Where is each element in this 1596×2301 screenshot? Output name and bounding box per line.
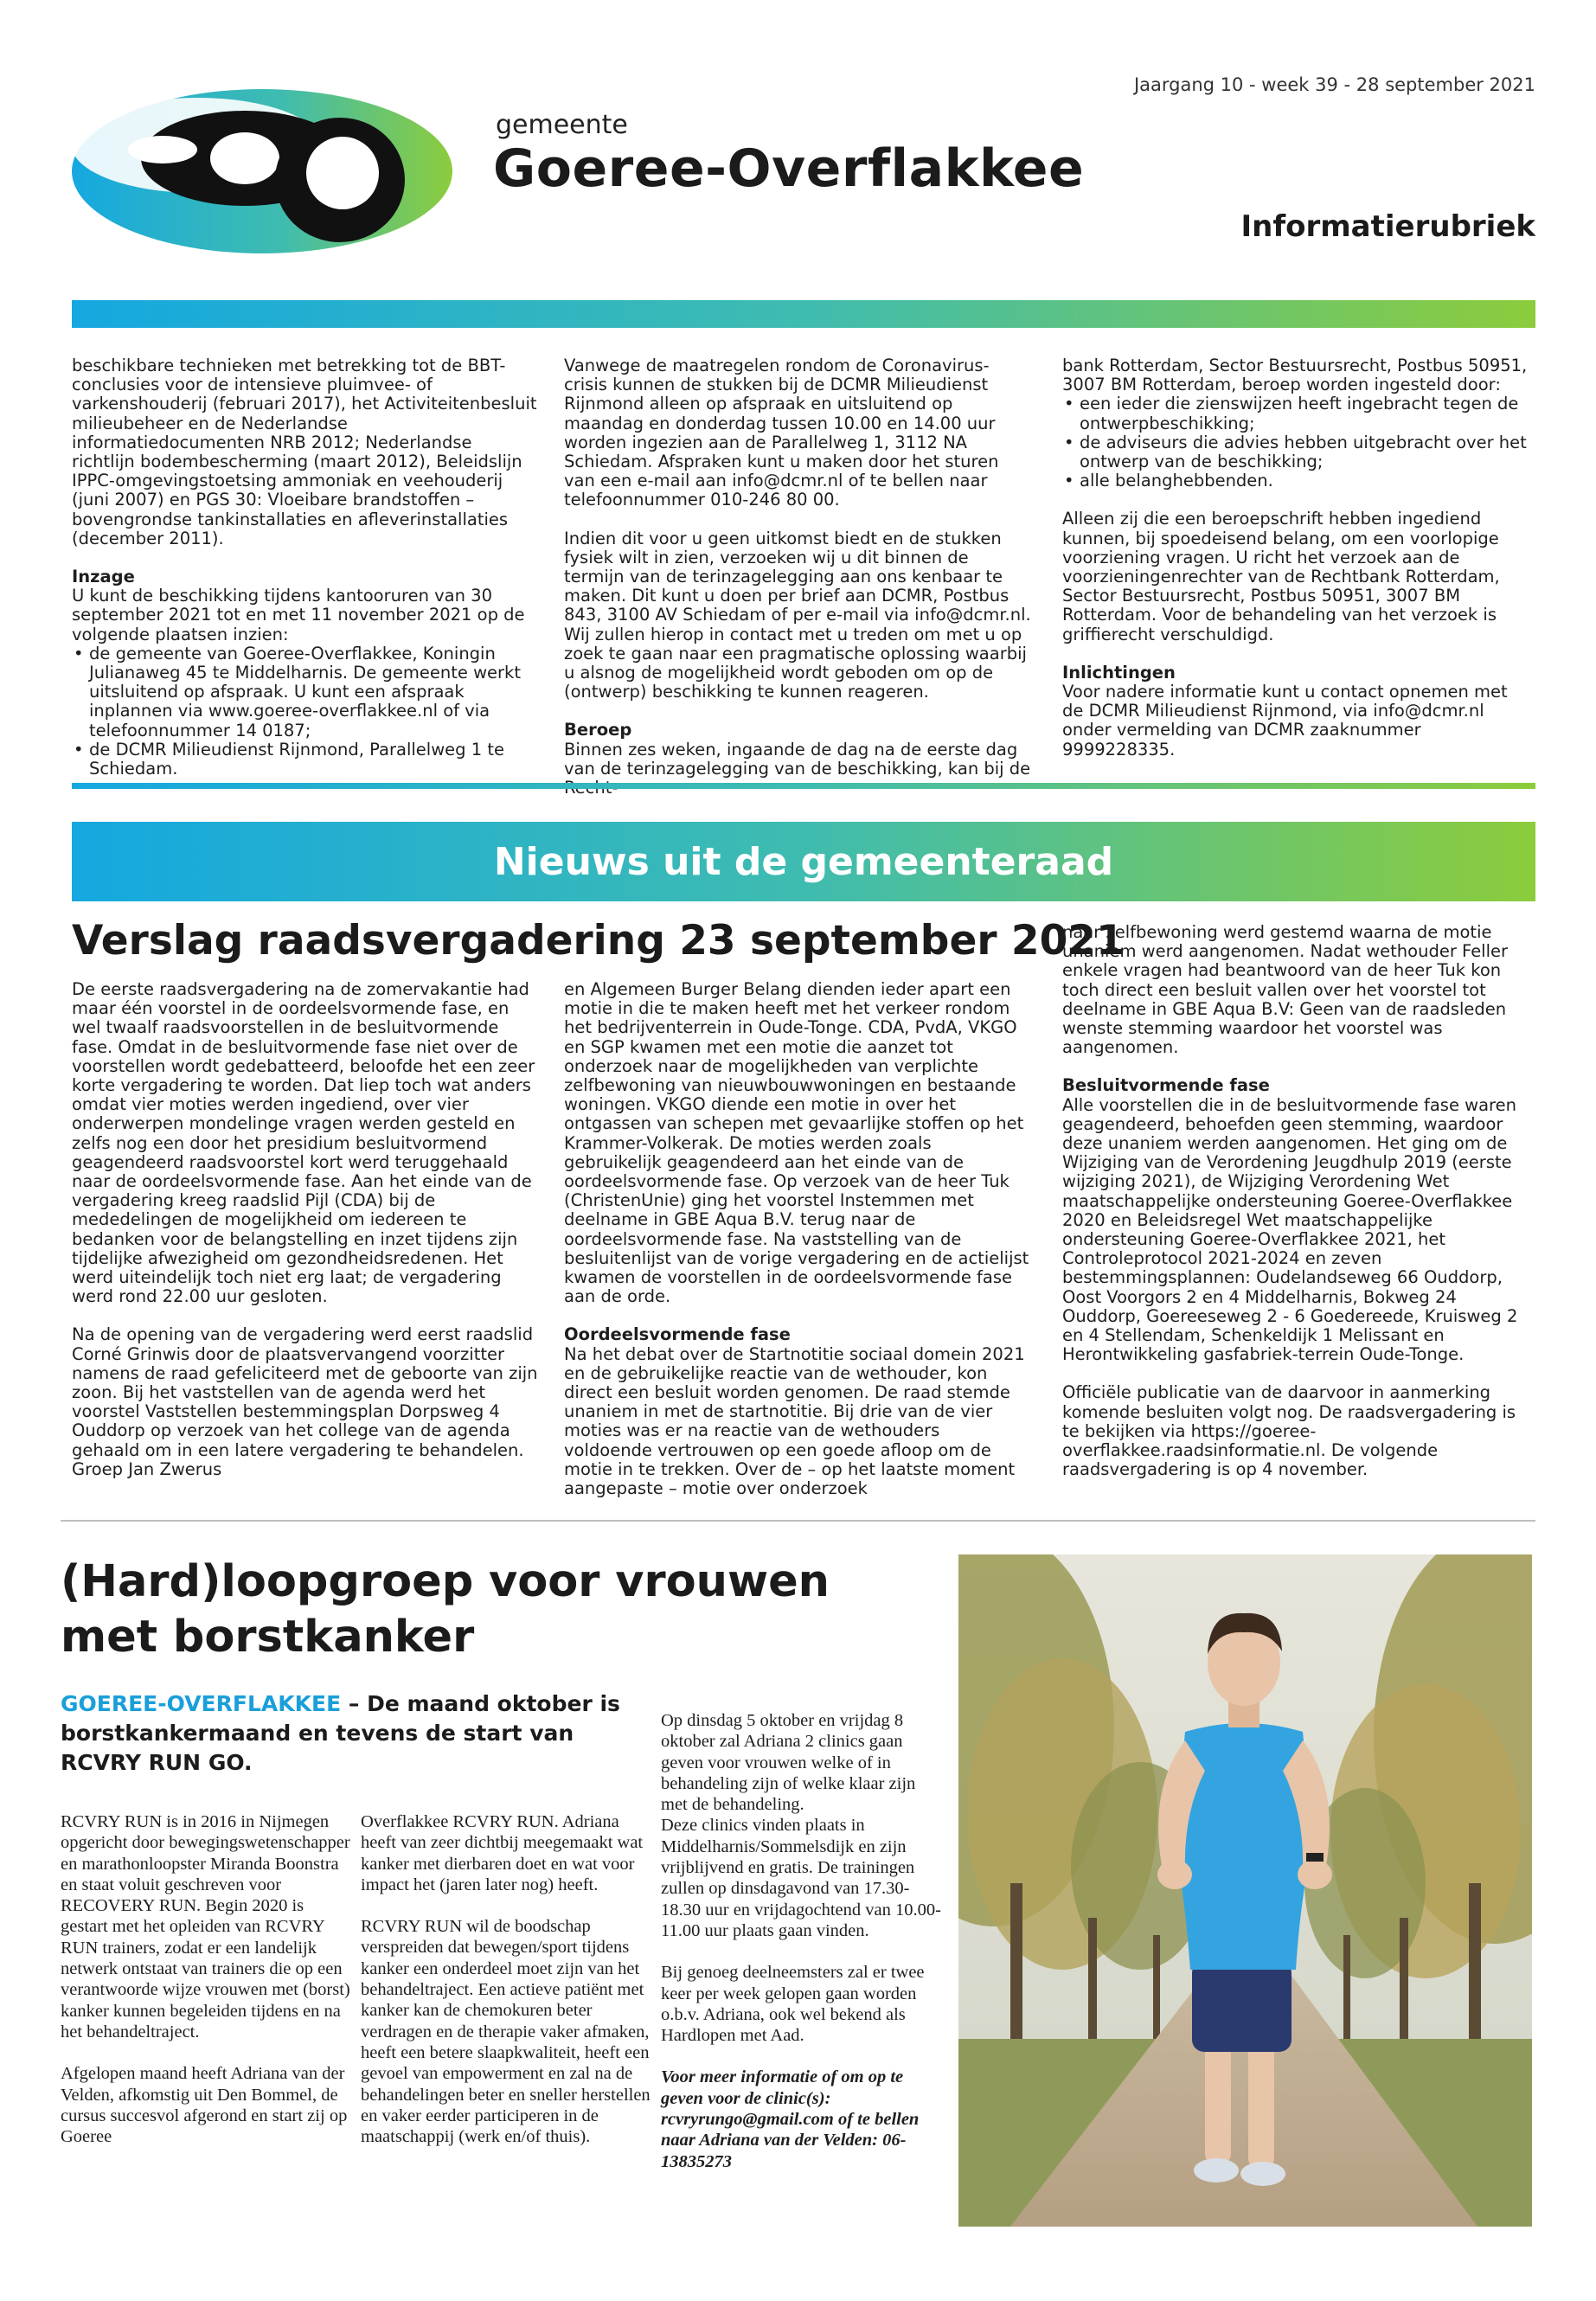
list-item: • alle belanghebbenden. [1062,471,1529,490]
notice-column-1 [72,356,539,779]
lead-text: – De maand oktober is borstkankermaand en tevens de start van RCVRY RUN GO. [61,1691,620,1775]
report-column-1 [72,980,539,1479]
paragraph: Na de opening van de vergadering werd eerst raadslid Corné Grinwis door de plaatsvervangend voorzitter namens de raad gefeliciteerd met de geboorte van zijn zoon. Bij het vaststellen van de agenda werd het voorstel Vaststellen bestemmingsplan Dorpsweg 4 Ouddorp op verzoek van het college van de agenda gehaald om in een latere vergadering te behandelen. Groep Jan Zwerus [72,1324,538,1479]
inzage-list [72,644,539,779]
paragraph: Op dinsdag 5 oktober en vrijdag 8 oktober zal Adriana 2 clinics gaan geven voor vrouwen welke of in behandeling zijn of welke klaar zijn met de behandeling. [661,1711,916,1815]
edition-line: Jaargang 10 - week 39 - 28 september 2021 [1133,74,1535,95]
oordeelsvormende-heading: Oordeelsvormende fase [564,1324,791,1345]
contact-info: Voor meer informatie of om op te geven voor de clinic(s): rcvryrungo@gmail.com of te bellen naar Adriana van der Velden: 06-13835273 [661,2067,920,2171]
notice-intro: beschikbare technieken met betrekking tot de BBT-conclusies voor de intensieve pluimvee- of varkenshouderij (februari 2017), het Activiteitenbesluit milieubeheer en de Nederlandse informatiedocumenten NRB 2012; Nederlandse richtlijn bodembescherming (maart 2012), Beleidslijn IPPC-omgevingstoetsing ammoniak en veehouderij (juni 2007) en PGS 30: Vloeibare brandstoffen – bovengrondse tankinstallaties en afleverinstallaties (december 2011). [72,356,537,548]
list-item: • een ieder die zienswijzen heeft ingebracht tegen de ontwerpbeschikking; [1062,394,1529,433]
paragraph: RCVRY RUN is in 2016 in Nijmegen opgericht door bewegingswetenschapper en marathonloopster Miranda Boonstra en staat voluit geschreven voor RECOVERY RUN. Begin 2020 is gestart met het opleiden van RCVRY RUN trainers, zodat er een landelijk netwerk ontstaat van trainers die op een verantwoorde wijze vrouwen met (borst) kanker kunnen begeleiden tijdens en na het behandeltraject. [61,1812,350,2041]
rubric-title: Informatierubriek [1240,209,1535,244]
article-column-3 [661,1710,946,2172]
article-column-2 [361,1811,655,2147]
paragraph: RCVRY RUN wil de boodschap verspreiden dat bewegen/sport tijdens kanker een onderdeel moet zijn van het behandeltraject. Een actieve patiënt met kanker kan de chemokuren beter verdragen en de therapie vaker afmaken, heeft een betere slaapkwaliteit, heeft een gevoel van empowerment en zal na de behandelingen beter en sneller herstellen en vaker eerder participeren in de maatschappij (werk en/of thuis). [361,1917,651,2147]
report-column-2 [564,980,1031,1498]
inlichtingen-heading: Inlichtingen [1062,662,1176,683]
list-item: • de adviseurs die advies hebben uitgebracht over het ontwerp van de beschikking; [1062,433,1529,471]
notice-column-3 [1062,356,1529,760]
runner-photo [958,1554,1532,2227]
paragraph: Overflakkee RCVRY RUN. Adriana heeft van zeer dichtbij meegemaakt wat kanker met dierbaren doet en wat voor impact het (jaren later nog) heeft. [361,1812,644,1894]
paragraph: Vanwege de maatregelen rondom de Coronavirus-crisis kunnen de stukken bij de DCMR Milieudienst Rijnmond alleen op afspraak en uitsluitend op maandag en donderdag tussen 10.00 en 14.00 uur worden ingezien aan de Parallelweg 1, 3112 NA Schiedam. Afspraken kunt u maken door het sturen van een e-mail aan info@dcmr.nl of te bellen naar telefoonnummer 010-246 80 00. [564,356,999,510]
beroep-text: Binnen zes weken, ingaande de dag na de eerste dag van de terinzagelegging van de beschikking, kan bij de [564,739,1031,779]
municipality-logo [67,76,457,262]
beroep-list [1062,394,1529,490]
article-title: (Hard)loopgroep voor vrouwen met borstkanker [61,1556,830,1663]
header-gradient-bar [72,300,1535,328]
divider-gradient-bar [72,783,1535,789]
section-title: Nieuws uit de gemeenteraad [493,839,1114,884]
notice-column-2 [564,356,1031,798]
beroep-heading: Beroep [564,720,632,740]
paragraph: Bij genoeg deelneemsters zal er twee keer per week gelopen gaan worden o.b.v. Adriana, ook wel bekend als Hardlopen met Aad. [661,1963,925,2046]
brand-small-text: gemeente [496,110,628,140]
paragraph: Deze clinics vinden plaats in Middelharnis/Sommelsdijk en zijn vrijblijvend en gratis. De trainingen zullen op dinsdagavond van 17.30-18.30 uur en vrijdagochtend van 10.00-11.00 uur plaats gaan vinden. [661,1816,941,1940]
paragraph: naar zelfbewoning werd gestemd waarna de motie unaniem werd aangenomen. Nadat wethouder Feller enkele vragen had beantwoord van de heer Tuk kon toch direct een besluit vallen over het voorstel tot deelname in GBE Aqua B.V: Geen van de raadsleden wenste stemming waardoor het voorstel was aangenomen. [1062,922,1509,1058]
besluitvormende-heading: Besluitvormende fase [1062,1075,1270,1096]
paragraph: Afgelopen maand heeft Adriana van der Velden, afkomstig uit Den Bommel, de cursus succesvol afgerond en start zij op Goeree [61,2064,348,2147]
paragraph: Alle voorstellen die in de besluitvormende fase waren geagendeerd, behoefden geen stemming, waardoor deze unaniem werden aangenomen. Het ging om de Wijziging van de Verordening Jeugdhulp 2019 (eerste wijziging 2021), de Wijziging Verordening Wet maatschappelijke ondersteuning Goeree-Overflakkee 2020 en Beleidsregel Wet maatschappelijke ondersteuning Goeree-Overflakkee 2021, het Controleprotocol 2021-2024 en zeven bestemmingsplannen: Oudelandseweg 66 Ouddorp, Oost Voorgors 2 en 4 Middelharnis, Bokweg 24 Ouddorp, Goereeseweg 2 - 6 Goedereede, Kruisweg 2 en 4 Stellendam, Schenkeldijk 1 Melissant en Herontwikkeling gasfabriek-terrein Oude-Tonge. [1062,1094,1518,1365]
inlichtingen-text: Voor nadere informatie kunt u contact opnemen met de DCMR Milieudienst Rijnmond, via info@dcmr.nl onder vermelding van DCMR zaaknummer 9999228335. [1062,682,1508,760]
article-divider [61,1520,1535,1522]
list-item: • de gemeente van Goeree-Overflakkee, Koningin Julianaweg 45 te Middelharnis. De gemeente werkt uitsluitend op afspraak. U kunt een afspraak inplannen via www.goeree-overflakkee.nl of via telefoonnummer 14 0187; [72,644,539,740]
paragraph: bank Rotterdam, Sector Bestuursrecht, Postbus 50951, 3007 BM Rotterdam, beroep worden ingesteld door: [1062,356,1528,395]
article-lead [61,1689,657,1778]
brand-name: Goeree-Overflakkee [493,138,1085,199]
paragraph: Alleen zij die een beroepschrift hebben ingediend kunnen, bij spoedeisend belang, om een voorlopige voorziening vragen. U richt het verzoek aan de voorzieningenrechter van de Rechtbank Rotterdam, Sector Bestuursrecht, Postbus 50951, 3007 BM Rotterdam. Voor de behandeling van het verzoek is griffierecht verschuldigd. [1062,509,1500,644]
paragraph: Na het debat over de Startnotitie sociaal domein 2021 en de gebruikelijke reactie van de wethouder, kon direct een besluit worden genomen. De raad stemde unaniem in met de startnotitie. Bij drie van de vier moties was er na reactie van de wethouders voldoende vertrouwen op een goede afloop om de motie in te trekken. Over de – op het laatste moment aangepaste – motie over onderzoek [564,1343,1025,1499]
paragraph: Indien dit voor u geen uitkomst biedt en de stukken fysiek wilt in zien, verzoeken wij u dit binnen de termijn van de terinzagelegging aan ons kenbaar te maken. Dit kunt u doen per brief aan DCMR, Postbus 843, 3100 AV Schiedam of per e-mail via info@dcmr.nl. Wij zullen hierop in contact met u treden om met u op zoek te gaan naar een pragmatische oplossing waarbij u alsnog de mogelijkheid wordt geboden om op de (ontwerp) beschikking te kunnen reageren. [564,528,1031,702]
list-item: • de DCMR Milieudienst Rijnmond, Parallelweg 1 te Schiedam. [72,740,539,779]
inzage-heading: Inzage [72,567,135,587]
report-title: Verslag raadsvergadering 23 september 2021 [72,917,1125,965]
inzage-text: U kunt de beschikking tijdens kantooruren van 30 september 2021 tot en met 11 november 2021 op de volgende plaatsen inzien: [72,586,525,644]
lead-kicker: GOEREE-OVERFLAKKEE [61,1691,342,1716]
article-column-1 [61,1811,355,2147]
paragraph: en Algemeen Burger Belang dienden ieder apart een motie in die te maken heeft met het verkeer rondom het bedrijventerrein in Oude-Tonge. CDA, PvdA, VKGO en SGP kwamen met een motie die aanzet tot onderzoek naar de mogelijkheden van verplichte zelfbewoning van nieuwbouwwoningen en bestaande woningen. VKGO diende een motie in over het ontgassen van schepen met gevaarlijke stoffen op het Krammer-Volkerak. De moties werden zoals gebruikelijk geagendeerd aan het einde van de oordeelsvormende fase. Op verzoek van de heer Tuk (ChristenUnie) ging het voorstel Instemmen met deelname in GBE Aqua B.V. terug naar de oordeelsvormende fase. Na vaststelling van de besluitenlijst van de vorige vergadering en de actielijst kwamen de voorstellen in de oordeelsvormende fase aan de orde. [564,979,1029,1307]
paragraph: De eerste raadsvergadering na de zomervakantie had maar één voorstel in de oordeelsvormende fase, en wel twaalf raadsvoorstellen in de besluitvormende fase. Omdat in de besluitvormende fase niet over de voorstellen wordt gedebatteerd, beloofde het een zeer korte vergadering te worden. Dat liep toch wat anders omdat vier moties werden ingediend, over vier onderwerpen mondelinge vragen werden gesteld en zelfs nog een door het presidium besluitvormend geagendeerd raadsvoorstel kort werd teruggehaald naar de oordeelsvormende fase. Aan het einde van de vergadering kreeg raadslid Pijl (CDA) bij de mededelingen de mogelijkheid om iedereen te bedanken voor de belangstelling en inzet tijdens zijn tijdelijke afwezigheid om gezondheidsredenen. Het werd uiteindelijk toch niet erg laat; de vergadering werd rond 22.00 uur gesloten. [72,979,535,1307]
paragraph: Officiële publicatie van de daarvoor in aanmerking komende besluiten volgt nog. De raadsvergadering is te bekijken via https://goeree-overflakkee.raadsinformatie.nl. De volgende raadsvergadering is op 4 november. [1062,1382,1516,1480]
report-column-3 [1062,923,1529,1479]
section-banner [72,822,1535,901]
